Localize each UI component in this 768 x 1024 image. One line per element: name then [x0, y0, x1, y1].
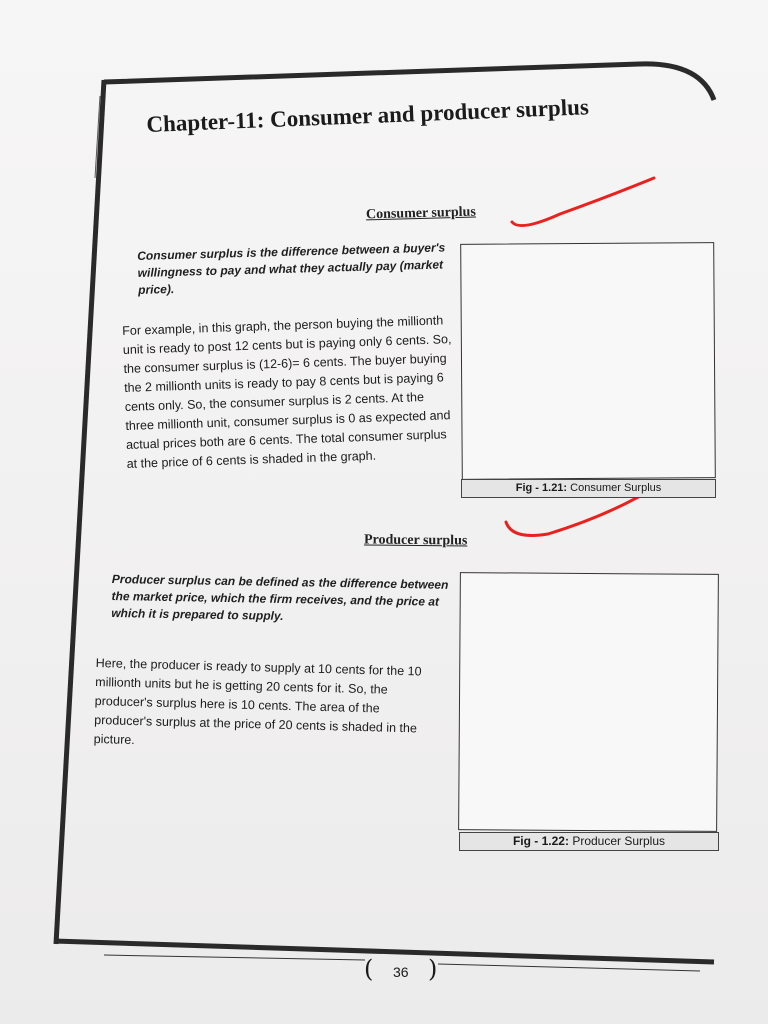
consumer-surplus-figure — [460, 242, 716, 480]
consumer-figure-caption — [461, 479, 716, 498]
page-number-bracket-right: ) — [428, 955, 438, 983]
producer-surplus-example: Here, the producer is ready to supply at 10 cents for the 10 millionth units but he is getting 20 cents for it. So, the producer's surplus here is 10 cents. The area of the producer's surplus at the price of 20 cents is shaded in the picture. — [93, 655, 422, 748]
consumer-surplus-definition: Consumer surplus is the difference between a buyer's willingness to pay and what they actually pay (market price). — [137, 240, 446, 297]
consumer-surplus-example: For example, in this graph, the person buying the millionth unit is ready to post 12 cents but is paying only 6 cents. So, the consumer surplus is (12-6)= 6 cents. The buyer buying the 2 millionth units is ready to pay 8 cents but is paying 6 cents only. So, the consumer surplus is 2 cents. At the three millionth unit, consumer surplus is 0 as expected and actual prices both are 6 cents. The total consumer surplus at the price of 6 cents is shaded in the graph. — [122, 313, 452, 471]
producer-figure-caption — [459, 832, 719, 851]
figure-title: Consumer Surplus — [570, 482, 662, 494]
page-number: 36 — [393, 964, 409, 980]
consumer-surplus-heading: Consumer surplus — [365, 204, 476, 223]
figure-title: Producer Surplus — [572, 834, 666, 848]
checkmark-pen-mark-1 — [512, 178, 654, 226]
figure-number: Fig - 1.21: — [515, 482, 568, 494]
producer-surplus-heading: Producer surplus — [363, 532, 468, 549]
page-number-bracket-left: ( — [364, 955, 374, 983]
figure-number: Fig - 1.22: — [512, 834, 569, 848]
chapter-title: Chapter-11: Consumer and producer surplus — [146, 94, 590, 137]
checkmark-pen-mark-2 — [506, 492, 640, 536]
producer-surplus-definition: Producer surplus can be defined as the difference between the market price, which the firm receives, and the price at which it is prepared to supply. — [111, 571, 449, 623]
producer-surplus-figure — [458, 572, 719, 832]
